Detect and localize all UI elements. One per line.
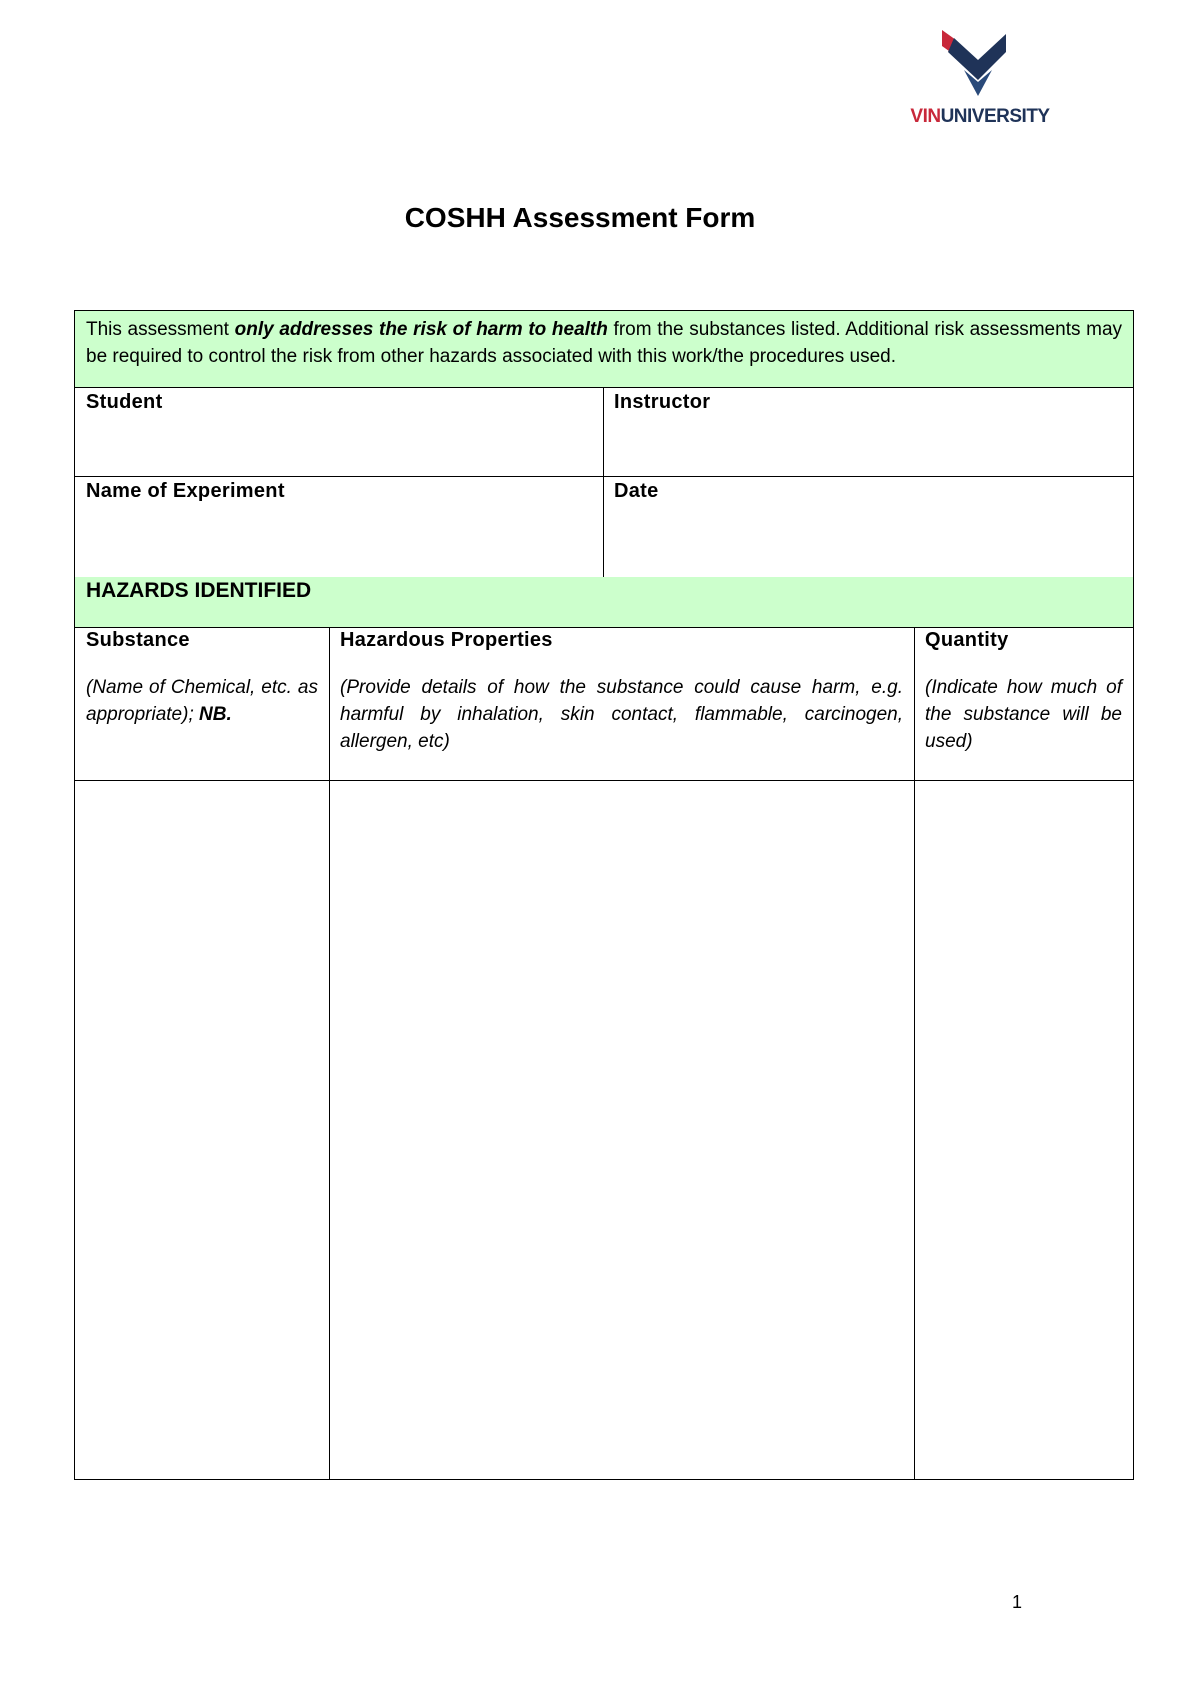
student-field[interactable] [75,387,603,476]
hazards-heading: HAZARDS IDENTIFIED [86,579,312,602]
date-field[interactable] [603,476,1133,577]
hazardous-properties-hint: (Provide details of how the substance could cause harm, e.g. harmful by inhalation, skin contact, flammable, carcinogen, allergen, etc) [340,677,903,752]
assessment-notice: This assessment only addresses the risk of harm to health from the substances listed. Additional risk assessments may be required to control the risk from other hazards associated with this work/the procedures used. [75,311,1133,387]
page-title: COSHH Assessment Form [404,202,756,233]
date-label: Date [614,480,659,502]
instructor-field[interactable] [603,387,1133,476]
hazardous-properties-column-header [329,627,914,780]
substance-label: Substance [86,629,190,651]
quantity-hint: (Indicate how much of the substance will be used) [925,677,1122,752]
logo-wordmark: VINUNIVERSITY [910,106,1050,127]
vinuniversity-logo [900,30,1060,130]
quantity-entry-cell[interactable] [914,780,1133,1479]
v-chevron-logo-icon [942,30,1014,100]
experiment-label: Name of Experiment [86,480,285,502]
hazardous-properties-entry-cell[interactable] [329,780,914,1479]
experiment-field[interactable] [75,476,603,577]
page-number: 1 [1012,1592,1023,1612]
substance-column-header [75,627,329,780]
coshh-form-table [74,310,1134,1480]
quantity-column-header [914,627,1133,780]
hazardous-properties-label: Hazardous Properties [340,629,553,651]
student-label: Student [86,391,163,413]
hazards-heading-row [75,577,1133,627]
substance-hint: (Name of Chemical, etc. as appropriate); NB. [86,677,318,725]
instructor-label: Instructor [614,391,711,413]
quantity-label: Quantity [925,629,1009,651]
substance-entry-cell[interactable] [75,780,329,1479]
